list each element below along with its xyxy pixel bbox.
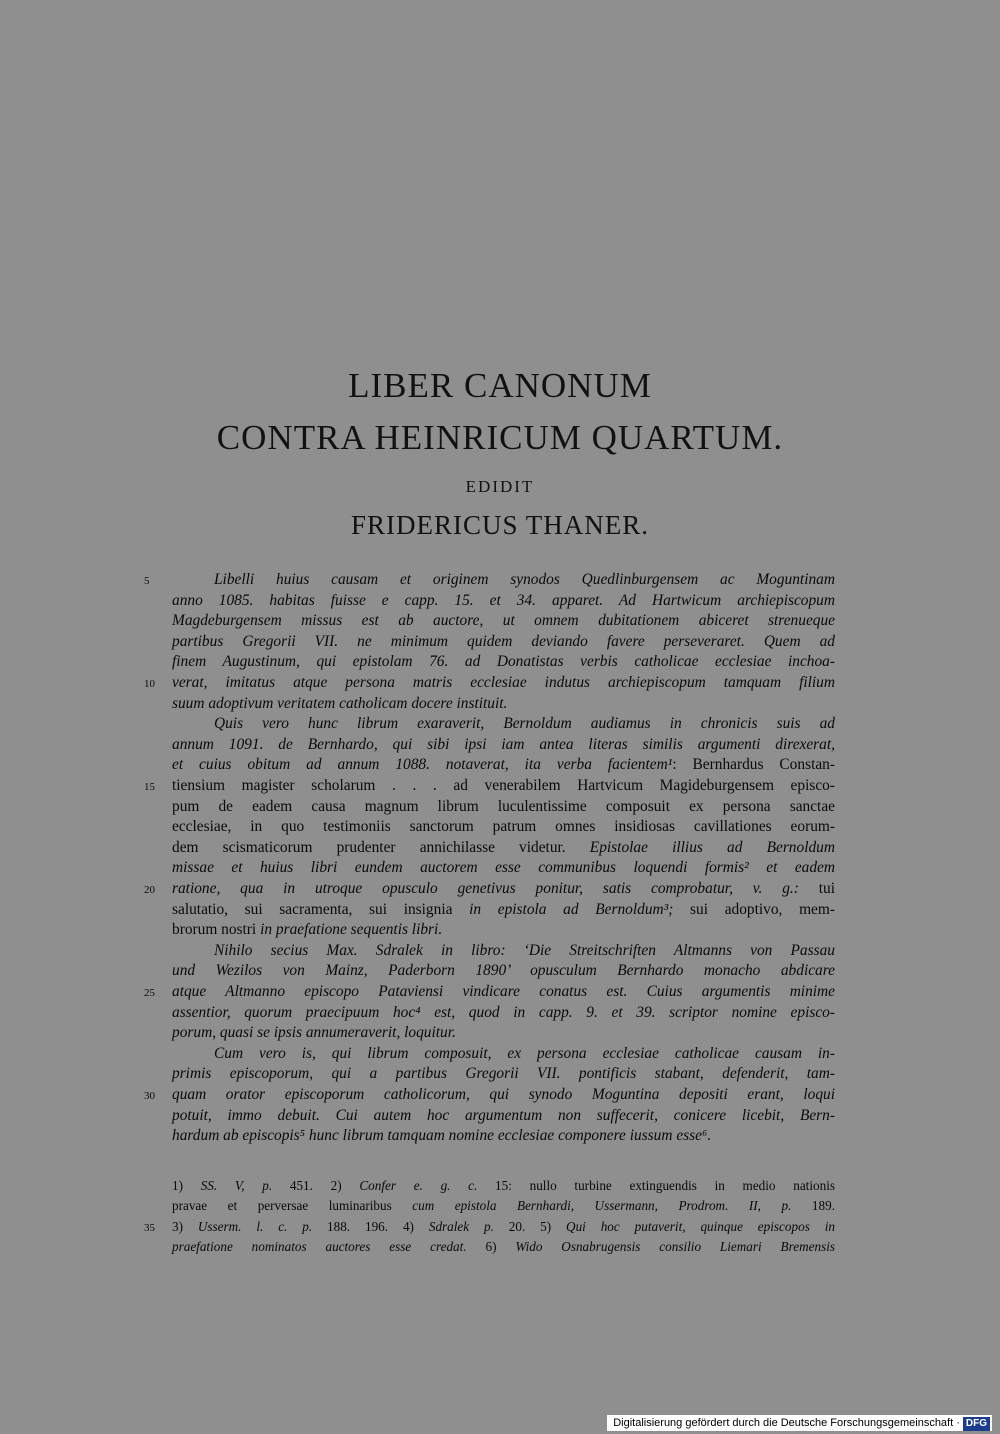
text-run: pravae et perversae luminaribus [172,1198,413,1214]
text-run: quam orator episcoporum catholicorum, qui synodo Moguntina depositi erant, loqui [172,1086,835,1103]
title-line-2: CONTRA HEINRICUM QUARTUM. [216,418,784,457]
footer-text: Digitalisierung gefördert durch die Deutsche Forschungsgemeinschaft · [613,1417,960,1429]
body-line [172,735,835,755]
body-line [172,1106,835,1126]
body-line [214,570,835,590]
body-line [214,1044,835,1064]
body-line [172,652,835,672]
body-line [172,632,835,652]
text-run: Cum vero is, qui librum composuit, ex persona ecclesiae catholicae causam in- [214,1044,835,1062]
text-run: primis episcoporum, qui a partibus Gregorii VII. pontificis stabant, defenderit, tam- [172,1065,835,1083]
body-line [214,941,835,961]
body-line [172,797,835,817]
line-number: 25 [144,987,155,999]
text-run: und Wezilos von Mainz, Paderborn 1890’ opusculum Bernhardo monacho abdicare [172,962,835,980]
body-line [172,694,835,714]
body-line [172,900,835,920]
body-line [172,1064,835,1084]
digitization-footer [607,1415,992,1431]
body-line [172,879,835,899]
text-run: anno 1085. habitas fuisse e capp. 15. et 34. apparet. Ad Hartwicum archiepiscopum [172,591,835,609]
body-line [172,858,835,878]
text-run: pum de eadem causa magnum librum luculentissime composuit ex persona sanctae [172,797,835,815]
text-run: tui [798,880,835,897]
body-line [172,1003,835,1023]
body-line [172,1085,835,1105]
text-run: Magdeburgensem missus est ab auctore, ut omnem dubitationem abiceret strenueque [172,612,835,630]
footnote-line [172,1217,835,1237]
edidit-label: EDIDIT [465,477,535,496]
text-run: verat, imitatus atque persona matris ecclesiae indutus archiepiscopum tamquam filium [172,674,835,691]
text-run: Epistolae illius ad Bernoldum [565,838,835,856]
line-number: 15 [144,781,155,793]
text-run: SS. V, p. [200,1178,273,1193]
body-line [172,755,835,775]
title-line-1: LIBER CANONUM [348,366,652,405]
text-run: Sdralek p. [428,1218,494,1234]
body-line [172,776,835,796]
line-number: 35 [144,1221,155,1234]
text-run: missae et huius libri eundem auctorem esse communibus loquendi formis² et eadem [172,859,835,877]
text-run: : Bernhardus Constan- [672,756,835,774]
line-number: 5 [144,575,150,587]
text-run: ratione, qua in utroque opusculo genetivus ponitur, satis comprobatur, v. g.: [172,880,799,897]
text-run: annum 1091. de Bernhardo, qui sibi ipsi iam antea literas similis argumenti direxerat, [172,735,835,753]
line-number: 10 [144,678,155,690]
text-run: Quis vero hunc librum exaraverit, Bernoldum audiamus in chronicis suis ad [214,715,835,733]
text-run: finem Augustinum, qui epistolam 76. ad Donatistas verbis catholicae ecclesiae inchoa- [172,653,835,671]
text-run: atque Altmanno episcopo Pataviensi vindicare conatus est. Cuius argumentis minime [172,983,835,1000]
editor-name: FRIDERICUS THANER. [350,510,650,540]
text-run: hardum ab episcopis⁵ hunc librum tamquam nomine ecclesiae componere iussum esse⁶. [172,1127,712,1145]
text-run: 3) [172,1218,198,1234]
body-line [172,1126,835,1146]
text-run: ecclesiae, in quo testimoniis sanctorum patrum omnes insidiosas cavillationes eorum- [172,818,835,836]
footnote-line [172,1196,835,1216]
text-run: 451. 2) [272,1178,360,1193]
text-run: in praefatione sequentis libri. [260,921,443,939]
text-run: et cuius obitum ad annum 1088. notaverat, ita verba facientem¹ [172,756,673,774]
body-line [172,920,835,940]
text-run: suum adoptivum veritatem catholicam docere instituit. [172,694,508,712]
text-run: assentior, quorum praecipuum hoc⁴ est, quod in capp. 9. et 39. scriptor nomine episco- [172,1003,835,1021]
dfg-logo: DFG [963,1417,990,1431]
footnote-line [172,1237,835,1257]
body-line [172,838,835,858]
text-run: in epistola ad Bernoldum³; [469,900,674,918]
text-run: 15: nullo turbine extinguendis in medio nationis [477,1178,835,1193]
text-run: Qui hoc putaverit, quinque episcopos in [566,1218,835,1234]
text-run: partibus Gregorii VII. ne minimum quidem deviando favere perseveraret. Quem ad [172,632,835,650]
body-line [172,591,835,611]
text-run: 20. 5) [493,1218,567,1234]
text-run: Confer e. g. c. [359,1178,478,1193]
text-run: Libelli huius causam et originem synodos Quedlinburgensem ac Moguntinam [214,571,835,588]
text-run: tiensium magister scholarum . . . ad venerabilem Hartvicum Magideburgensem episco- [172,777,835,794]
body-line [172,961,835,981]
text-run: porum, quasi se ipsis annumeraverit, loquitur. [172,1024,456,1042]
text-run: 188. 196. 4) [312,1218,429,1234]
text-run: sui adoptivo, mem- [673,900,835,918]
text-run: salutatio, sui sacramenta, sui insignia [172,900,470,918]
text-run: Nihilo secius Max. Sdralek in libro: ‘Die Streitschriften Altmanns von Passau [214,941,835,959]
text-run: brorum nostri [172,921,261,939]
text-run: dem scismaticorum prudenter annichilasse videtur. [172,838,566,856]
line-number: 30 [144,1090,155,1102]
text-run: Usserm. l. c. p. [197,1218,313,1234]
text-run: 1) [172,1178,201,1193]
text-run: potuit, immo debuit. Cui autem hoc argumentum non suffecerit, conicere licebit, Bern- [172,1106,835,1124]
body-line [172,611,835,631]
text-run: Wido Osnabrugensis consilio Liemari Bremensis [515,1239,835,1255]
body-line [172,1023,835,1043]
text-run: 6) [466,1239,516,1255]
body-line [214,714,835,734]
text-run: 189. [791,1198,835,1214]
body-line [172,982,835,1002]
body-line [172,673,835,693]
body-line [172,817,835,837]
text-run: cum epistola Bernhardi, Ussermann, Prodrom. II, p. [412,1198,792,1214]
line-number: 20 [144,884,155,896]
footnote-line [172,1176,835,1196]
text-run: praefatione nominatos auctores esse credat. [172,1239,467,1255]
